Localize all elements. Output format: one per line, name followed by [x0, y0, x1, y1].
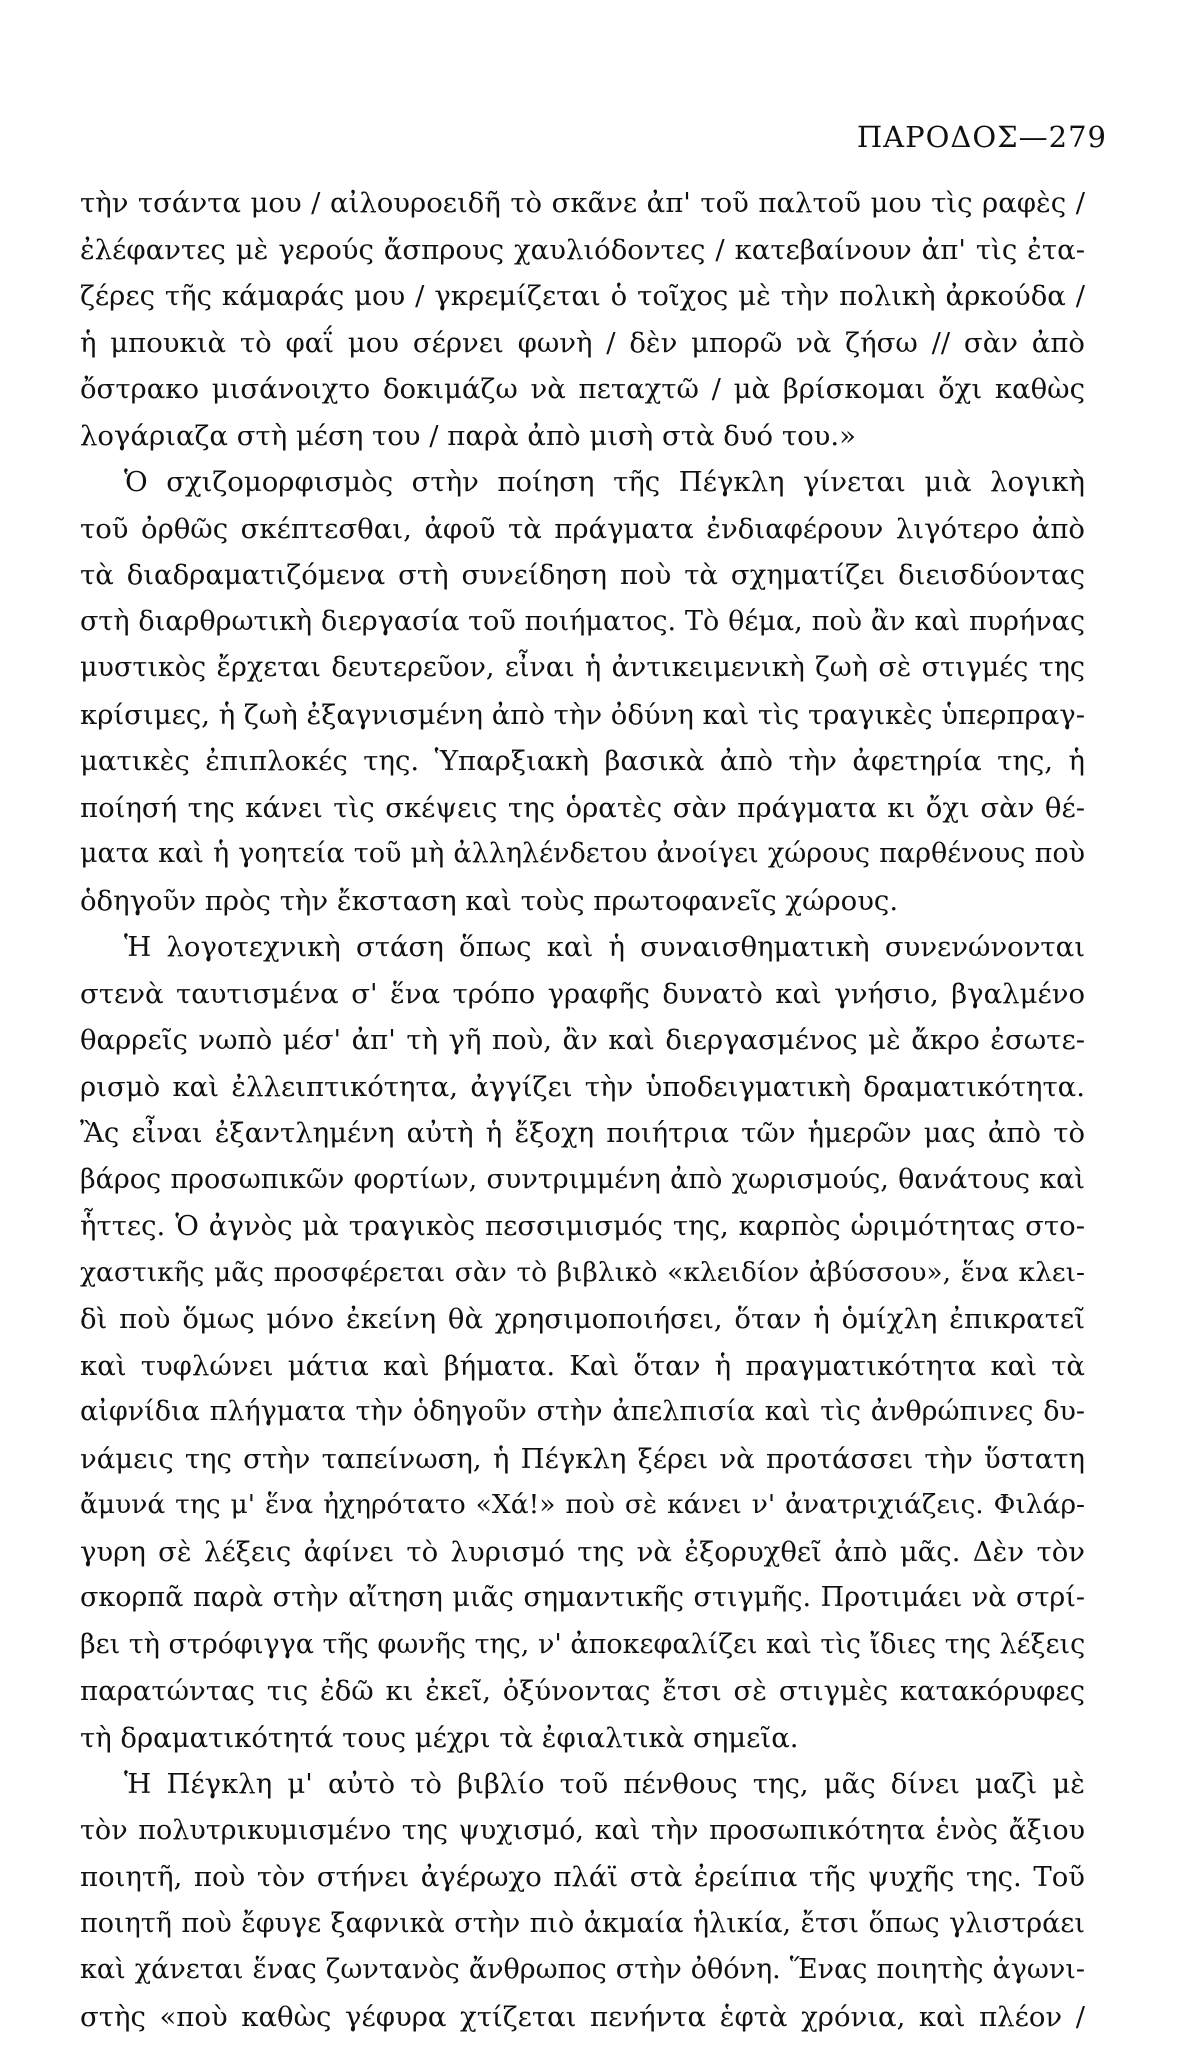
- text-line: Ἂς εἶναι ἐξαντλημένη αὐτὴ ἡ ἔξοχη ποιήτρια τῶν ἡμερῶν μας ἀπὸ τὸ: [80, 1117, 1085, 1149]
- text-line: στενὰ ταυτισμένα σ' ἕνα τρόπο γραφῆς δυνατὸ καὶ γνήσιο, βγαλμένο: [80, 977, 1085, 1010]
- text-line: στὴ διαρθρωτικὴ διεργασία τοῦ ποιήματος. Τὸ θέμα, ποὺ ἂν καὶ πυρήνας: [80, 605, 1085, 637]
- text-line: χαστικῆς μᾶς προσφέρεται σὰν τὸ βιβλικὸ «κλειδίον ἀβύσσου», ἕνα κλει-: [80, 1256, 1085, 1288]
- text-line: ρισμὸ καὶ ἐλλειπτικότητα, ἀγγίζει τὴν ὑποδειγματικὴ δραματικότητα.: [80, 1070, 1085, 1103]
- text-line: αἰφνίδια πλήγματα τὴν ὁδηγοῦν στὴν ἀπελπισία καὶ τὶς ἀνθρώπινες δυ-: [80, 1396, 1085, 1427]
- text-line: στὴς «ποὺ καθὼς γέφυρα χτίζεται πενήντα ἑφτὰ χρόνια, καὶ πλέον /: [80, 2000, 1085, 2033]
- text-line: θαρρεῖς νωπὸ μέσ' ἀπ' τὴ γῆ ποὺ, ἂν καὶ διεργασμένος μὲ ἄκρο ἐσωτε-: [80, 1024, 1085, 1056]
- text-line: ἡ μπουκιὰ τὸ φαΐ μου σέρνει φωνὴ / δὲν μπορῶ νὰ ζήσω // σὰν ἀπὸ: [80, 326, 1085, 359]
- text-line: ματα καὶ ἡ γοητεία τοῦ μὴ ἀλληλένδετου ἀνοίγει χώρους παρθένους ποὺ: [80, 838, 1085, 869]
- running-head: ΠΑΡΟΔΟΣ—279: [856, 120, 1107, 154]
- text-line: δὶ ποὺ ὅμως μόνο ἐκείνη θὰ χρησιμοποιήσει, ὅταν ἡ ὁμίχλη ἐπικρατεῖ: [80, 1303, 1085, 1335]
- text-line: ματικὲς ἐπιπλοκές της. Ὑπαρξιακὴ βασικὰ ἀπὸ τὴν ἀφετηρία της, ἡ: [80, 745, 1085, 777]
- text-line: σκορπᾶ παρὰ στὴν αἴτηση μιᾶς σημαντικῆς στιγμῆς. Προτιμάει νὰ στρί-: [80, 1582, 1085, 1613]
- text-line: τοῦ ὀρθῶς σκέπτεσθαι, ἀφοῦ τὰ πράγματα ἐνδιαφέρουν λιγότερο ἀπὸ: [80, 512, 1085, 545]
- text-line: παρατώντας τις ἐδῶ κι ἐκεῖ, ὀξύνοντας ἔτσι σὲ στιγμὲς κατακόρυφες: [80, 1675, 1085, 1707]
- text-line: ἐλέφαντες μὲ γερούς ἄσπρους χαυλιόδοντες / κατεβαίνουν ἀπ' τὶς ἐτα-: [80, 233, 1085, 266]
- text-line: ποίησή της κάνει τὶς σκέψεις της ὁρατὲς σὰν πράγματα κι ὄχι σὰν θέ-: [80, 791, 1085, 824]
- text-line: βάρος προσωπικῶν φορτίων, συντριμμένη ἀπὸ χωρισμούς, θανάτους καὶ: [80, 1163, 1085, 1195]
- text-line: καὶ χάνεται ἕνας ζωντανὸς ἄνθρωπος στὴν ὀθόνη. Ἕνας ποιητὴς ἀγωνι-: [80, 1954, 1085, 1985]
- text-line: ποιητῆ, ποὺ τὸν στήνει ἀγέρωχο πλάϊ στὰ ἐρείπια τῆς ψυχῆς της. Τοῦ: [80, 1861, 1085, 1893]
- text-line: κρίσιμες, ἡ ζωὴ ἐξαγνισμένη ἀπὸ τὴν ὀδύνη καὶ τὶς τραγικὲς ὑπερπραγ-: [80, 698, 1085, 731]
- body-text: [80, 180, 1085, 2040]
- text-line: λογάριαζα στὴ μέση του / παρὰ ἀπὸ μισὴ στὰ δυό του.»: [80, 419, 856, 452]
- text-line: ἄμυνά της μ' ἕνα ἠχηρότατο «Χά!» ποὺ σὲ κάνει ν' ἀνατριχιάζεις. Φιλάρ-: [80, 1489, 1085, 1520]
- text-line: τὴν τσάντα μου / αἰλουροειδῆ τὸ σκᾶνε ἀπ' τοῦ παλτοῦ μου τὶς ραφὲς /: [80, 187, 1085, 219]
- text-line: Ἡ λογοτεχνικὴ στάση ὅπως καὶ ἡ συναισθηματικὴ συνενώνονται: [124, 931, 1085, 963]
- text-line: Ἡ Πέγκλη μ' αὐτὸ τὸ βιβλίο τοῦ πένθους της, μᾶς δίνει μαζὶ μὲ: [124, 1768, 1085, 1800]
- text-line: βει τὴ στρόφιγγα τῆς φωνῆς της, ν' ἀποκεφαλίζει καὶ τὶς ἴδιες της λέξεις: [80, 1628, 1085, 1660]
- text-line: Ὁ σχιζομορφισμὸς στὴν ποίηση τῆς Πέγκλη γίνεται μιὰ λογικὴ: [124, 466, 1085, 498]
- text-line: ποιητῆ ποὺ ἔφυγε ξαφνικὰ στὴν πιὸ ἀκμαία ἡλικία, ἔτσι ὅπως γλιστράει: [80, 1907, 1085, 1939]
- text-line: ὁδηγοῦν πρὸς τὴν ἔκσταση καὶ τοὺς πρωτοφανεῖς χώρους.: [80, 884, 899, 917]
- text-line: ζέρες τῆς κάμαράς μου / γκρεμίζεται ὁ τοῖχος μὲ τὴν πολικὴ ἀρκούδα /: [80, 280, 1085, 312]
- text-line: ἧττες. Ὁ ἀγνὸς μὰ τραγικὸς πεσσιμισμός της, καρπὸς ὡριμότητας στο-: [80, 1210, 1085, 1242]
- text-line: τὸν πολυτρικυμισμένο της ψυχισμό, καὶ τὴν προσωπικότητα ἑνὸς ἄξιου: [80, 1814, 1085, 1846]
- text-line: μυστικὸς ἔρχεται δευτερεῦον, εἶναι ἡ ἀντικειμενικὴ ζωὴ σὲ στιγμές της: [80, 652, 1085, 683]
- text-line: γυρη σὲ λέξεις ἀφίνει τὸ λυρισμό της νὰ ἐξορυχθεῖ ἀπὸ μᾶς. Δὲν τὸν: [80, 1535, 1085, 1568]
- text-line: τὴ δραματικότητά τους μέχρι τὰ ἐφιαλτικὰ σημεῖα.: [80, 1721, 799, 1754]
- text-line: τὰ διαδραματιζόμενα στὴ συνείδηση ποὺ τὰ σχηματίζει διεισδύοντας: [80, 559, 1085, 591]
- text-line: νάμεις της στὴν ταπείνωση, ἡ Πέγκλη ξέρει νὰ προτάσσει τὴν ὕστατη: [80, 1442, 1085, 1475]
- text-line: ὄστρακο μισάνοιχτο δοκιμάζω νὰ πεταχτῶ / μὰ βρίσκομαι ὄχι καθὼς: [80, 373, 1085, 405]
- text-line: καὶ τυφλώνει μάτια καὶ βήματα. Καὶ ὅταν ἡ πραγματικότητα καὶ τὰ: [80, 1349, 1085, 1382]
